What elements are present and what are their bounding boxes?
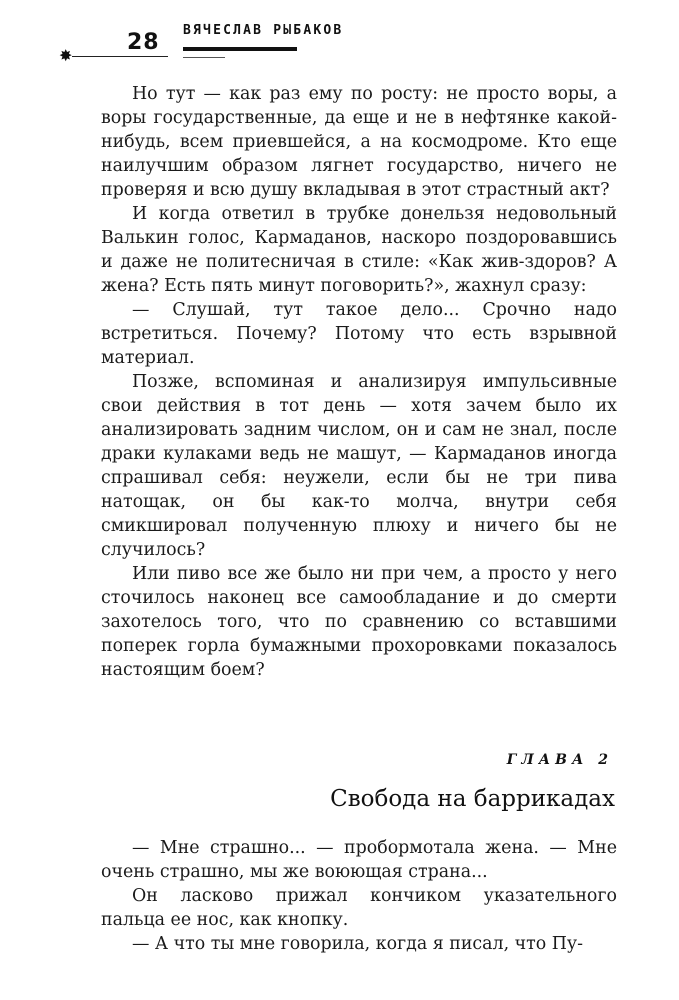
ornament-star-icon: ✸ (59, 46, 73, 65)
body-text-after-chapter (101, 836, 617, 956)
header-rule-secondary (183, 57, 225, 58)
body-text-before-chapter (101, 82, 617, 682)
paragraph: И когда ответил в трубке донельзя недовольный Валькин голос, Кармаданов, наскоро поздоровавшись и даже не политесничая в стиле: «Как жив-здоров? А жена? Есть пять минут поговорить?», жахнул сразу: (101, 204, 617, 296)
paragraph: — А что ты мне говорила, когда я писал, что Пу- (132, 934, 584, 954)
paragraph: — Мне страшно... — пробормотала жена. — Мне очень страшно, мы же воюющая страна... (101, 838, 617, 882)
author-name: ВЯЧЕСЛАВ РЫБАКОВ (183, 23, 344, 38)
chapter-label: ГЛАВА 2 (506, 752, 613, 768)
chapter-title: Свобода на баррикадах (330, 786, 615, 812)
paragraph: — Слушай, тут такое дело... Срочно надо встретиться. Почему? Потому что есть взрывной материал. (101, 300, 617, 368)
paragraph: Он ласково прижал кончиком указательного пальца ее нос, как кнопку. (101, 886, 617, 930)
page-number: 28 (127, 30, 160, 55)
paragraph: Позже, вспоминая и анализируя импульсивные свои действия в тот день — хотя зачем было их анализировать задним числом, он и сам не знал, после драки кулаками ведь не машут, — Кармаданов иногда спрашивал себя: неужели, если бы не три пива натощак, он бы как-то молча, внутри себя смикшировал полученную плюху и ничего бы не случилось? (101, 372, 617, 560)
header-rule (72, 56, 168, 57)
paragraph: Или пиво все же было ни при чем, а просто у него сточилось наконец все самообладание и до смерти захотелось того, что по сравнению со вставшими поперек горла бумажными прохоровками показалось настоящим боем? (101, 564, 617, 680)
running-header (0, 0, 679, 70)
paragraph: Но тут — как раз ему по росту: не просто воры, а воры государственные, да еще и не в нефтянке какой-нибудь, всем приевшейся, а на космодроме. Кто еще наилучшим образом лягнет государство, ничего не проверяя и всю душу вкладывая в этот страстный акт? (101, 84, 617, 200)
author-underline (183, 47, 297, 51)
